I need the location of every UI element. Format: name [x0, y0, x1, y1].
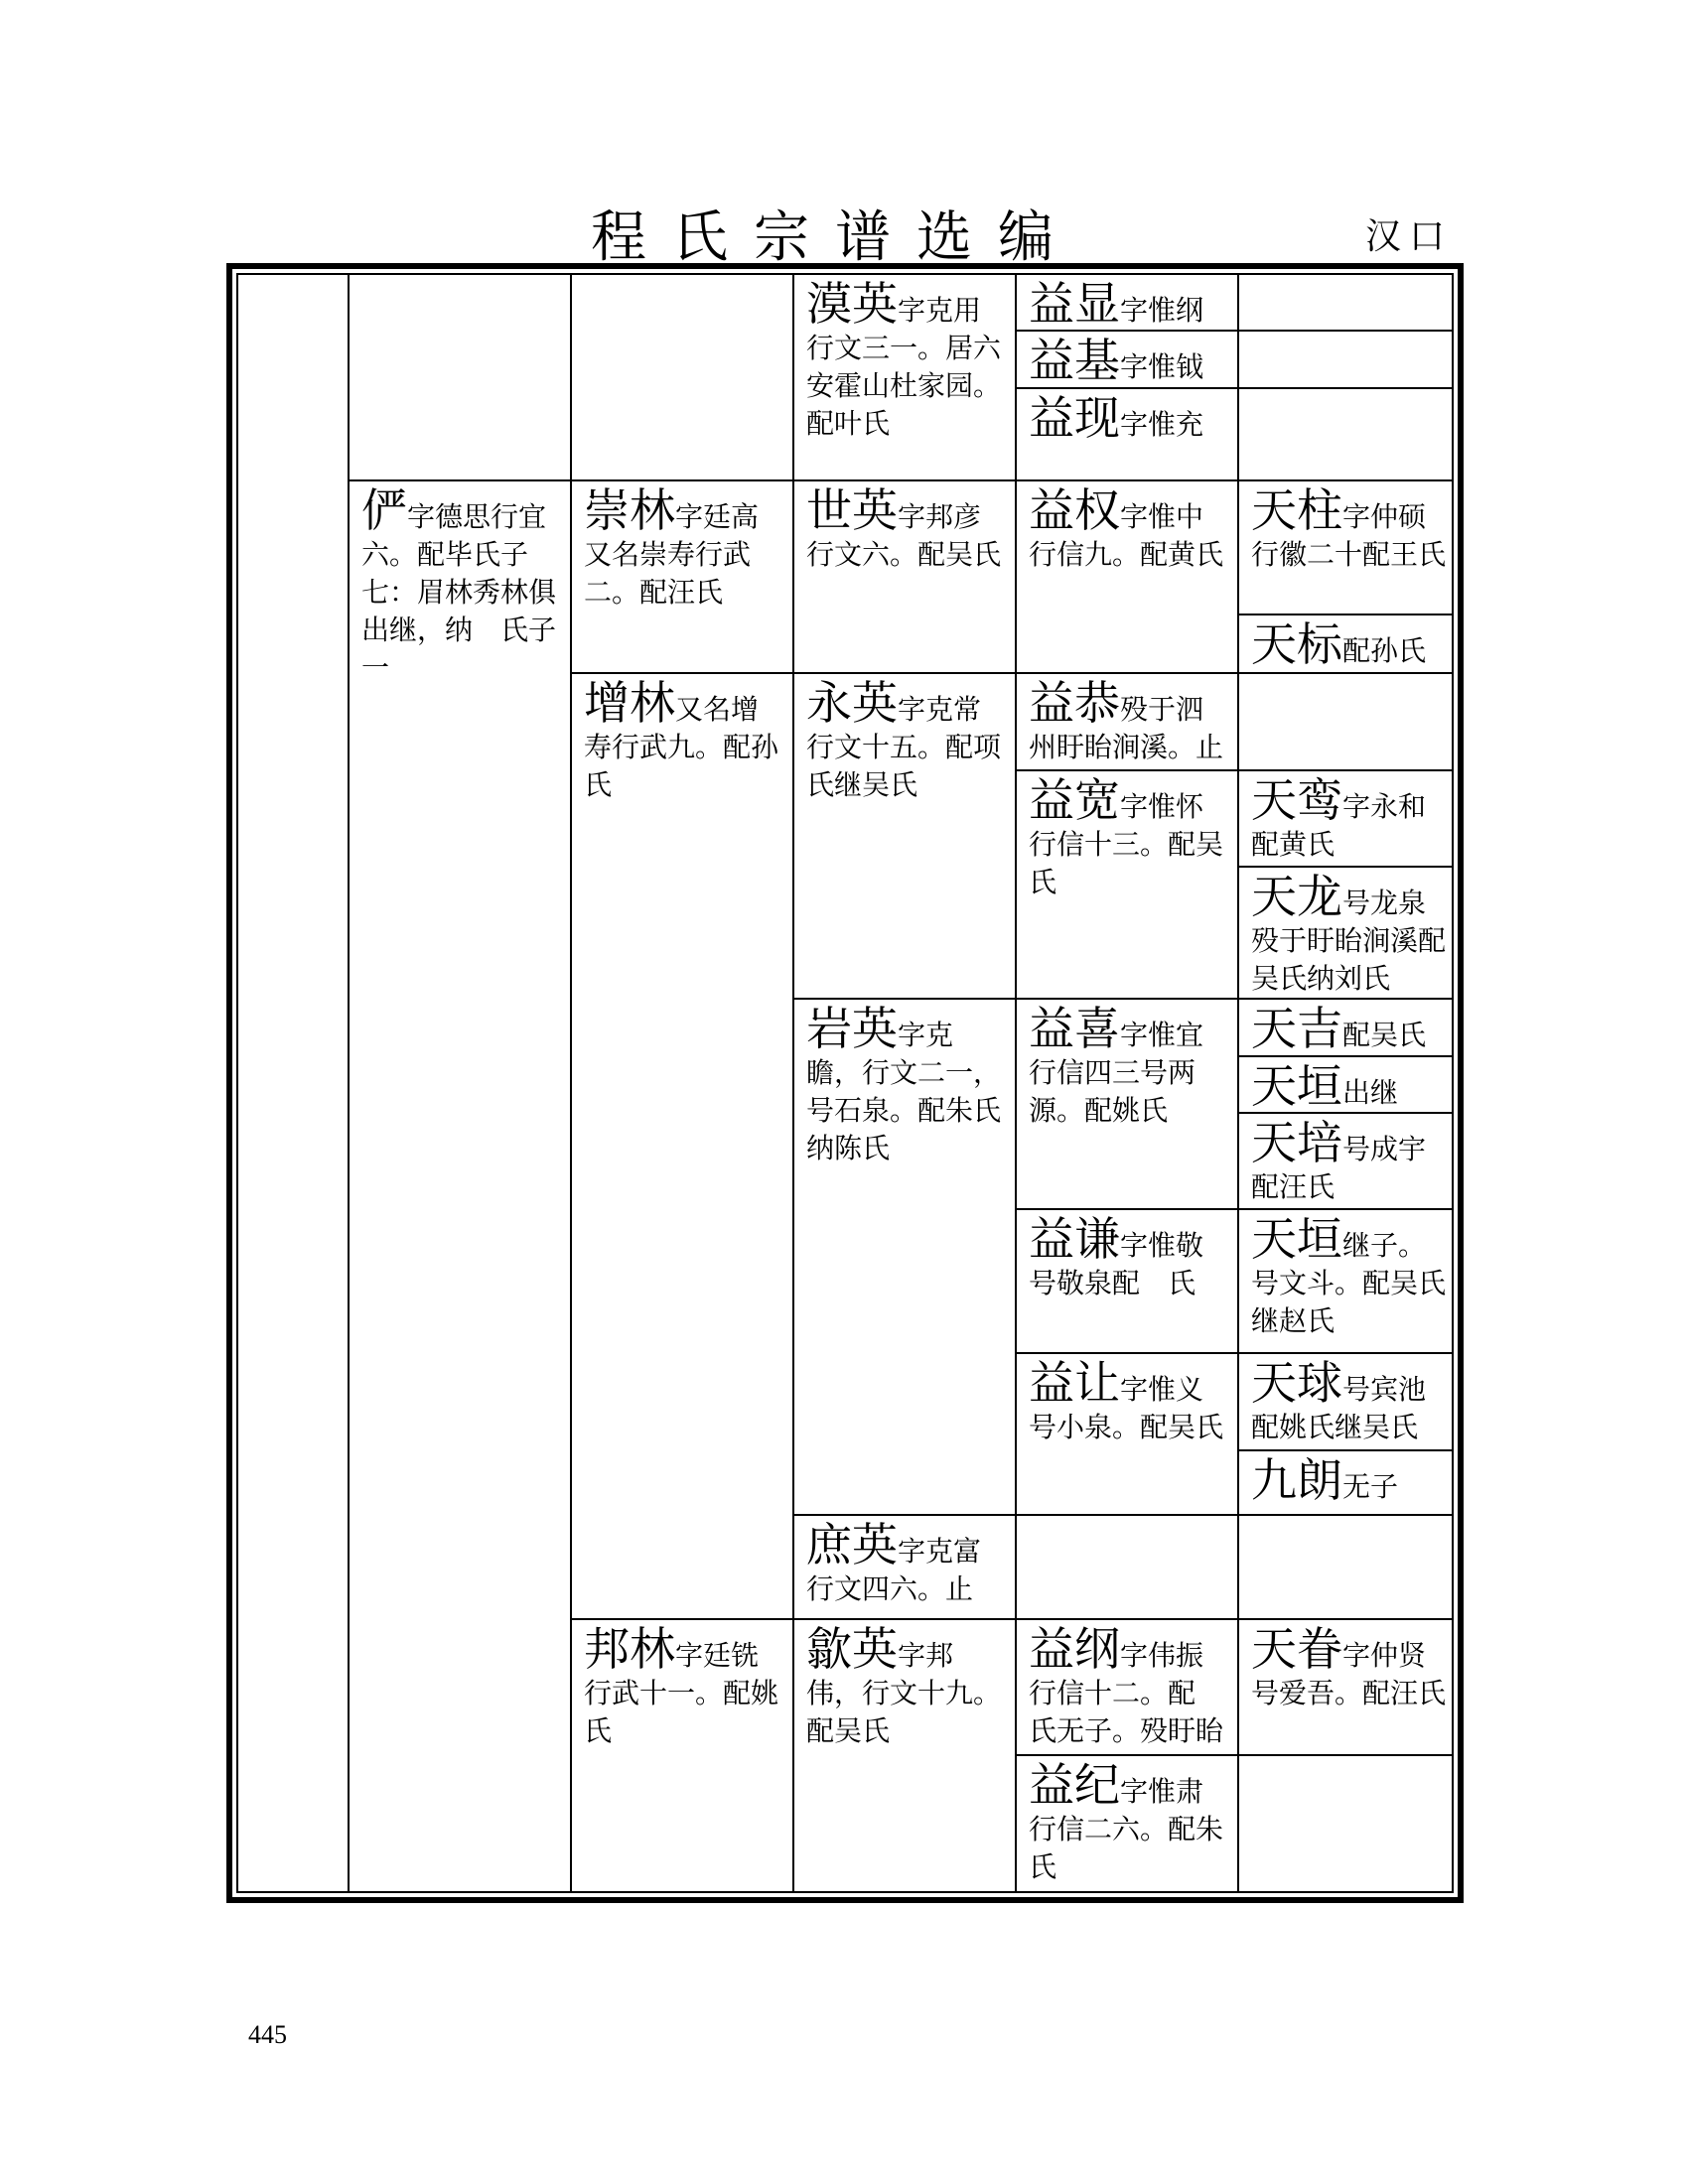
- entry-shiying: [806, 484, 1005, 574]
- entry-name: 天吉: [1251, 1002, 1342, 1055]
- entry-name: 岩英: [806, 1002, 898, 1055]
- region-label: 汉口: [1365, 216, 1454, 257]
- page-title: 程氏宗谱选编: [591, 205, 1079, 270]
- entry-desc: 殁于泗州盱眙涧溪。止: [1029, 693, 1224, 763]
- entry-desc: 字惟义号小泉。配吴氏: [1029, 1373, 1224, 1443]
- entry-name: 益谦: [1029, 1212, 1120, 1266]
- column-divider: [1237, 273, 1239, 1893]
- entry-name: 天龙: [1251, 870, 1342, 923]
- page-number: 445: [248, 2020, 287, 2049]
- entry-name: 增林: [584, 676, 675, 730]
- entry-desc: 号龙泉殁于盱眙涧溪配吴氏纳刘氏: [1251, 887, 1447, 995]
- entry-desc: 字德思行宜六。配毕氏子七：眉林秀林俱出继，纳 氏子一: [361, 500, 557, 684]
- row-divider: [1237, 866, 1454, 868]
- entry-name: 庶英: [806, 1518, 898, 1571]
- entry-yiji2: [1029, 1759, 1227, 1886]
- entry-tianlong: [1251, 871, 1446, 998]
- entry-tianbiao: [1251, 618, 1446, 670]
- entry-yiquan: [1029, 484, 1227, 574]
- entry-desc: 字廷铣行武十一。配姚氏: [584, 1639, 779, 1747]
- entry-yanying: [806, 1003, 1005, 1167]
- entry-desc: 字惟敬号敬泉配 氏: [1029, 1229, 1204, 1299]
- entry-desc: 出继: [1342, 1076, 1399, 1109]
- entry-hanying: [806, 278, 1005, 443]
- row-divider: [1237, 614, 1454, 615]
- entry-desc: 配孙氏: [1342, 634, 1427, 667]
- entry-desc: 又名增寿行武九。配孙氏: [584, 693, 779, 801]
- entry-chonglin: [584, 484, 782, 612]
- entry-desc: 继子。号文斗。配吴氏继赵氏: [1251, 1229, 1447, 1337]
- entry-desc: 字邦彦行文六。配吴氏: [806, 500, 1002, 571]
- entry-name: 崇林: [584, 483, 675, 537]
- entry-name: 世英: [806, 483, 898, 537]
- entry-name: 益恭: [1029, 676, 1120, 730]
- entry-desc: 号宾池配姚氏继吴氏: [1251, 1373, 1427, 1443]
- row-divider: [1237, 1055, 1454, 1057]
- entry-name: 天标: [1251, 617, 1342, 671]
- entry-name: 天培: [1251, 1116, 1342, 1169]
- entry-yiji: [1029, 335, 1227, 386]
- entry-name: 益权: [1029, 483, 1120, 537]
- entry-desc: 字惟中行信九。配黄氏: [1029, 500, 1224, 571]
- entry-desc: 字永和配黄氏: [1251, 790, 1427, 861]
- entry-name: 天垣: [1251, 1059, 1342, 1113]
- entry-tianpei: [1251, 1117, 1446, 1206]
- entry-name: 歙英: [806, 1622, 898, 1676]
- entry-tianzhu: [1251, 484, 1446, 574]
- entry-desc: 字惟纲: [1120, 294, 1204, 327]
- row-divider: [792, 1514, 1454, 1516]
- entry-name: 天鸾: [1251, 773, 1342, 827]
- entry-tianyuan2: [1251, 1213, 1446, 1340]
- entry-yikuan: [1029, 774, 1227, 901]
- entry-desc: 字惟怀行信十三。配吴氏: [1029, 790, 1224, 898]
- column-divider: [792, 273, 794, 1893]
- entry-desc: 字惟宜行信四三号两源。配姚氏: [1029, 1019, 1204, 1127]
- row-divider: [570, 672, 1454, 674]
- row-divider: [1015, 1208, 1454, 1210]
- row-divider: [1015, 1754, 1454, 1756]
- entry-name: 益宽: [1029, 773, 1120, 827]
- entry-name: 天垣: [1251, 1212, 1342, 1266]
- entry-desc: 无子: [1342, 1470, 1399, 1503]
- entry-name: 天柱: [1251, 483, 1342, 537]
- entry-desc: 字伟振行信十二。配 氏无子。殁盱眙: [1029, 1639, 1224, 1747]
- entry-tianyuan: [1251, 1060, 1446, 1112]
- entry-name: 天眷: [1251, 1622, 1342, 1676]
- entry-desc: 字惟肃行信二六。配朱氏: [1029, 1775, 1224, 1883]
- entry-name: 益纲: [1029, 1622, 1120, 1676]
- entry-name: 永英: [806, 676, 898, 730]
- entry-name: 天球: [1251, 1356, 1342, 1410]
- entry-yan: [361, 484, 560, 687]
- entry-name: 益喜: [1029, 1002, 1120, 1055]
- row-divider: [1015, 387, 1454, 389]
- entry-name: 俨: [361, 483, 407, 537]
- entry-tianjuan: [1251, 1623, 1446, 1712]
- row-divider: [570, 1618, 1454, 1620]
- entry-yixian: [1029, 278, 1227, 330]
- entry-desc: 字惟钺: [1120, 350, 1204, 383]
- row-divider: [1015, 1352, 1454, 1354]
- entry-name: 益现: [1029, 391, 1120, 445]
- entry-name: 九朗: [1251, 1453, 1342, 1507]
- entry-name: 益纪: [1029, 1758, 1120, 1812]
- entry-desc: 字仲硕行徽二十配王氏: [1251, 500, 1447, 571]
- entry-name: 邦林: [584, 1622, 675, 1676]
- entry-desc: 字仲贤号爱吾。配汪氏: [1251, 1639, 1447, 1709]
- entry-yirang: [1029, 1357, 1227, 1446]
- entry-yigang: [1029, 1623, 1227, 1750]
- column-divider: [570, 273, 572, 1893]
- entry-yongying: [806, 677, 1005, 804]
- entry-desc: 字克用行文三一。居六安霍山杜家园。配叶氏: [806, 294, 1002, 440]
- entry-zenglin: [584, 677, 782, 804]
- entry-banglin: [584, 1623, 782, 1750]
- entry-name: 益基: [1029, 334, 1120, 387]
- row-divider: [348, 479, 1454, 481]
- entry-name: 益显: [1029, 277, 1120, 331]
- entry-tianji: [1251, 1003, 1446, 1054]
- entry-tianqiu: [1251, 1357, 1446, 1446]
- entry-desc: 字克常行文十五。配项氏继吴氏: [806, 693, 1002, 801]
- row-divider: [792, 998, 1454, 1000]
- entry-desc: 字克瞻，行文二一，号石泉。配朱氏纳陈氏: [806, 1019, 1002, 1164]
- entry-desc: 字克富行文四六。止: [806, 1535, 982, 1605]
- entry-desc: 号成宇配汪氏: [1251, 1133, 1427, 1203]
- entry-tianluan: [1251, 774, 1446, 864]
- entry-desc: 配吴氏: [1342, 1019, 1427, 1051]
- entry-yixi: [1029, 1003, 1227, 1130]
- column-divider: [1015, 273, 1017, 1893]
- column-divider: [348, 273, 350, 1893]
- entry-yiqian: [1029, 1213, 1227, 1302]
- entry-name: 漠英: [806, 277, 898, 331]
- entry-jiulang: [1251, 1454, 1446, 1506]
- row-divider: [1015, 769, 1454, 771]
- entry-desc: 字邦伟，行文十九。配吴氏: [806, 1639, 1002, 1747]
- entry-yigong: [1029, 677, 1227, 766]
- entry-desc: 字惟充: [1120, 408, 1204, 441]
- entry-yixian2: [1029, 392, 1227, 444]
- entry-shuying: [806, 1519, 1005, 1608]
- entry-name: 益让: [1029, 1356, 1120, 1410]
- entry-xinying: [806, 1623, 1005, 1750]
- entry-desc: 字廷高又名崇寿行武二。配汪氏: [584, 500, 760, 609]
- row-divider: [1237, 1449, 1454, 1451]
